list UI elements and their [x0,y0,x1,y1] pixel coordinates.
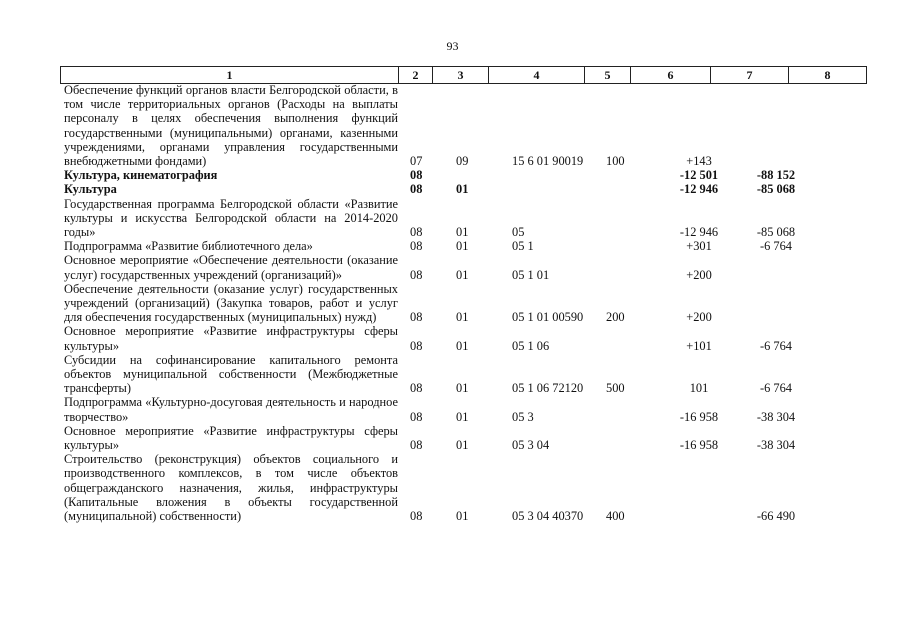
row-cell-c2: 07 [410,154,423,169]
row-cell-c6: +200 [686,310,712,325]
table-row [60,253,866,281]
row-name: Подпрограмма «Культурно-досуговая деятельность и народное творчество» [64,395,398,424]
row-cell-c3: 01 [456,509,469,524]
header-col-3: 3 [433,67,489,84]
header-col-8: 8 [789,67,867,84]
row-name: Обеспечение деятельности (оказание услуг) государственных учреждений (организаций) (Закупка товаров, работ и услуг для обеспечения государственных (муниципальных) нужд) [64,281,398,325]
row-cell-c3: 01 [456,239,469,254]
table-row [60,452,866,523]
row-cell-c3: 01 [456,225,469,240]
row-cell-c3: 01 [456,310,469,325]
table-row [60,239,866,253]
row-cell-c5: 400 [606,509,625,524]
row-cell-c4: 05 1 06 [512,338,550,353]
row-cell-c2: 08 [410,409,423,424]
table-row [60,353,866,396]
row-cell-c7: -38 304 [756,438,796,453]
row-cell-c6: -12 946 [679,182,719,197]
row-cell-c3: 01 [456,267,469,282]
row-cell-c4: 05 1 01 [512,267,550,282]
row-cell-c7: -6 764 [759,239,792,254]
table-row [60,168,866,182]
row-cell-c5: 200 [606,310,625,325]
row-cell-c7: -38 304 [756,409,796,424]
row-cell-c6: -12 501 [679,168,719,183]
row-cell-c2: 08 [410,225,423,240]
row-name: Обеспечение функций органов власти Белгородской области, в том числе территориальных органов (Расходы на выплаты персоналу в целях обеспечения выполнения функций государственными (муниципальными) органами, казенными учреждениями, органами управления государственными внебюджетными фондами) [64,83,398,169]
row-cell-c3: 09 [456,154,469,169]
table-row [60,83,866,168]
row-cell-c4: 05 3 04 40370 [512,509,584,524]
row-cell-c7: -6 764 [759,381,792,396]
row-name: Субсидии на софинансирование капитального ремонта объектов муниципальной собственности (Межбюджетные трансферты) [64,352,398,396]
header-col-5: 5 [585,67,631,84]
header-col-7: 7 [711,67,789,84]
table-row [60,182,866,196]
row-cell-c4: 05 [512,225,525,240]
row-name: Государственная программа Белгородской области «Развитие культуры и искусства Белгородской области на 2014-2020 годы» [64,196,398,240]
row-name: Основное мероприятие «Развитие инфраструктуры сферы культуры» [64,324,398,353]
row-name: Культура [64,182,117,197]
row-cell-c4: 05 1 01 00590 [512,310,584,325]
row-cell-c2: 08 [410,509,423,524]
row-cell-c3: 01 [456,381,469,396]
row-cell-c4: 05 1 [512,239,534,254]
table-row [60,282,866,325]
row-cell-c6: -12 946 [679,225,719,240]
table-row [60,197,866,240]
row-cell-c2: 08 [410,310,423,325]
header-col-4: 4 [489,67,585,84]
row-cell-c2: 08 [410,438,423,453]
row-cell-c2: 08 [410,338,423,353]
row-name: Строительство (реконструкция) объектов социального и производственного комплексов, в том числе объектов общегражданского назначения, жилья, инфраструктуры (Капитальные вложения в объекты государственной (муниципальной) собственности) [64,452,398,524]
row-cell-c2: 08 [410,168,423,183]
row-cell-c6: -16 958 [679,438,719,453]
table-row [60,395,866,423]
row-cell-c2: 08 [410,239,423,254]
header-col-2: 2 [399,67,433,84]
row-cell-c6: -16 958 [679,409,719,424]
table-row [60,324,866,352]
row-cell-c4: 05 1 06 72120 [512,381,584,396]
row-cell-c6: +143 [686,154,712,169]
row-cell-c3: 01 [456,409,469,424]
row-cell-c7: -6 764 [759,338,792,353]
row-cell-c7: -85 068 [756,182,796,197]
row-cell-c4: 05 3 04 [512,438,550,453]
row-cell-c2: 08 [410,182,423,197]
header-col-6: 6 [631,67,711,84]
row-cell-c6: +301 [686,239,712,254]
table-header [60,66,867,84]
row-cell-c4: 15 6 01 90019 [512,154,584,169]
row-name: Культура, кинематография [64,168,218,183]
row-name: Основное мероприятие «Обеспечение деятельности (оказание услуг) государственных учреждений (организаций)» [64,253,398,282]
row-cell-c7: -88 152 [756,168,796,183]
page-number: 93 [446,39,459,53]
row-name: Основное мероприятие «Развитие инфраструктуры сферы культуры» [64,423,398,453]
row-cell-c6: 101 [689,381,709,396]
row-cell-c3: 01 [456,182,469,197]
row-cell-c5: 100 [606,154,625,169]
row-cell-c3: 01 [456,438,469,453]
row-cell-c3: 01 [456,338,469,353]
row-cell-c5: 500 [606,381,625,396]
row-cell-c2: 08 [410,381,423,396]
header-col-1: 1 [61,67,399,84]
row-name: Подпрограмма «Развитие библиотечного дела» [64,239,313,254]
row-cell-c7: -66 490 [756,509,796,524]
table-row [60,424,866,452]
row-cell-c2: 08 [410,267,423,282]
budget-table-body [60,83,866,523]
row-cell-c6: +200 [686,267,712,282]
row-cell-c6: +101 [686,338,712,353]
row-cell-c4: 05 3 [512,409,534,424]
row-cell-c7: -85 068 [756,225,796,240]
